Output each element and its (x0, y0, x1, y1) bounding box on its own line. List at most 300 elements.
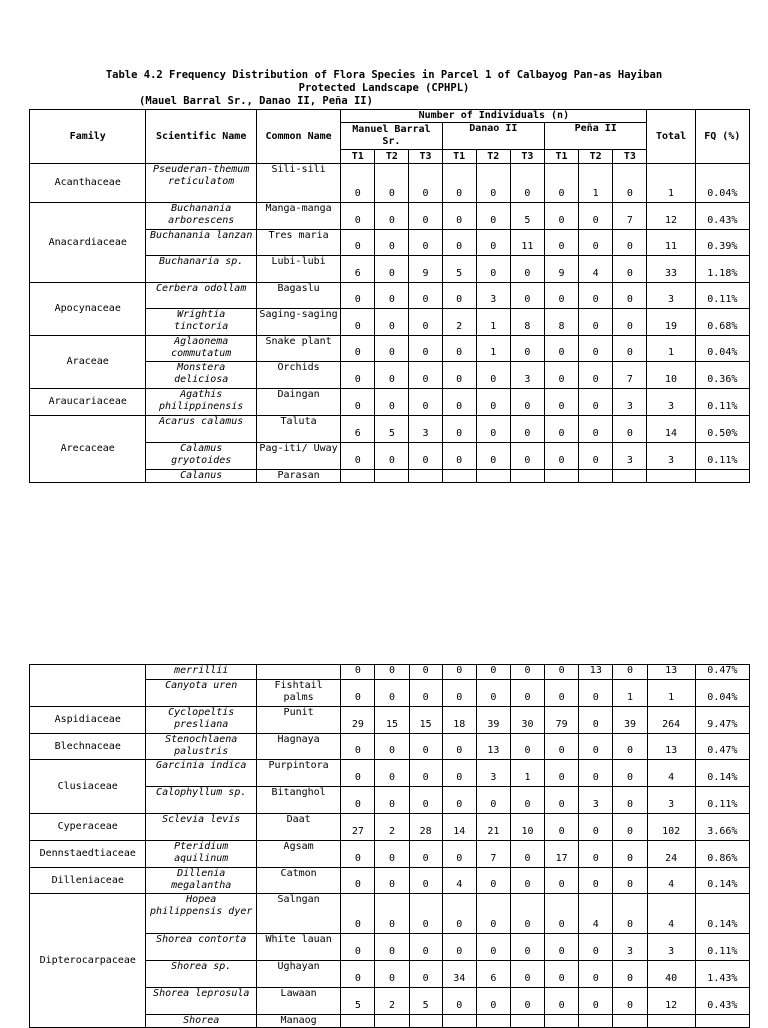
count-cell: 0 (442, 934, 476, 961)
count-cell: 0 (476, 665, 510, 680)
count-cell: 0 (341, 961, 375, 988)
table-row (30, 283, 750, 309)
count-cell: 0 (409, 841, 442, 868)
total-cell: 14 (647, 416, 695, 443)
count-cell: 0 (409, 868, 442, 894)
fq-cell: 0.39% (695, 230, 749, 256)
count-cell: 0 (545, 680, 579, 707)
common-name-cell: Bagaslu (256, 283, 340, 309)
table-row (30, 734, 750, 760)
table-title-line-2: Protected Landscape (CPHPL) (298, 82, 470, 94)
count-cell: 0 (341, 443, 375, 470)
count-cell: 0 (510, 389, 544, 416)
count-cell: 0 (341, 760, 375, 787)
count-cell: 4 (579, 894, 613, 934)
count-cell: 2 (375, 814, 409, 841)
common-name-cell: Taluta (256, 416, 340, 443)
count-cell: 17 (545, 841, 579, 868)
count-cell: 0 (510, 894, 544, 934)
common-name-cell: Lubi-lubi (256, 256, 340, 283)
total-cell: 4 (647, 868, 695, 894)
count-cell: 15 (375, 707, 409, 734)
total-cell: 1 (647, 336, 695, 362)
count-cell: 0 (544, 362, 578, 389)
count-cell: 0 (579, 443, 613, 470)
count-cell: 0 (476, 988, 510, 1015)
count-cell: 0 (579, 734, 613, 760)
count-cell: 0 (545, 760, 579, 787)
count-cell: 5 (409, 988, 442, 1015)
count-cell (510, 1015, 544, 1028)
count-cell: 0 (375, 336, 409, 362)
fq-cell: 0.11% (695, 389, 749, 416)
fq-cell: 0.14% (695, 868, 749, 894)
scientific-name-cell: Aglaonema commutatum (146, 336, 256, 362)
count-cell: 0 (375, 665, 409, 680)
fq-cell: 1.18% (695, 256, 749, 283)
scientific-name-cell: Stenochlaena palustris (146, 734, 256, 760)
count-cell: 0 (510, 336, 544, 362)
scientific-name-cell: Shorea sp. (146, 961, 256, 988)
count-cell: 0 (375, 760, 409, 787)
total-cell: 11 (647, 230, 695, 256)
count-cell: 30 (510, 707, 544, 734)
header-t3: T3 (510, 150, 544, 164)
count-cell: 0 (579, 389, 613, 416)
count-cell: 0 (442, 283, 476, 309)
count-cell: 0 (409, 680, 442, 707)
count-cell: 39 (476, 707, 510, 734)
common-name-cell: Bitanghol (256, 787, 340, 814)
count-cell: 0 (545, 787, 579, 814)
count-cell: 0 (510, 416, 544, 443)
fq-cell: 0.14% (695, 894, 749, 934)
count-cell: 0 (476, 894, 510, 934)
count-cell: 0 (510, 256, 544, 283)
family-cell: Clusiaceae (30, 760, 146, 814)
count-cell: 0 (510, 665, 544, 680)
family-cell: Aspidiaceae (30, 707, 146, 734)
fq-cell: 0.11% (695, 443, 749, 470)
common-name-cell: White lauan (256, 934, 340, 961)
count-cell: 0 (545, 665, 579, 680)
count-cell: 0 (341, 841, 375, 868)
header-t1: T1 (544, 150, 578, 164)
family-cell: Araceae (30, 336, 146, 389)
count-cell: 0 (409, 203, 442, 230)
count-cell: 0 (476, 362, 510, 389)
count-cell: 0 (613, 734, 647, 760)
scientific-name-cell: Calanus (146, 470, 256, 483)
count-cell: 0 (579, 868, 613, 894)
header-t2: T2 (375, 150, 409, 164)
common-name-cell: Snake plant (256, 336, 340, 362)
count-cell: 0 (613, 841, 647, 868)
count-cell: 0 (476, 389, 510, 416)
count-cell (544, 470, 578, 483)
fq-cell: 0.86% (695, 841, 749, 868)
total-cell: 10 (647, 362, 695, 389)
count-cell: 0 (545, 988, 579, 1015)
count-cell: 0 (579, 336, 613, 362)
count-cell: 0 (341, 362, 375, 389)
count-cell: 0 (341, 934, 375, 961)
common-name-cell: Sili-sili (256, 164, 340, 203)
count-cell: 0 (409, 934, 442, 961)
scientific-name-cell: Shorea (146, 1015, 256, 1028)
count-cell: 5 (442, 256, 476, 283)
count-cell: 0 (442, 841, 476, 868)
scientific-name-cell: Shorea leprosula (146, 988, 256, 1015)
common-name-cell: Saging-saging (256, 309, 340, 336)
count-cell: 0 (579, 203, 613, 230)
count-cell: 6 (476, 961, 510, 988)
count-cell: 0 (442, 760, 476, 787)
count-cell: 0 (476, 416, 510, 443)
header-t1: T1 (341, 150, 375, 164)
table-row (30, 164, 750, 203)
count-cell: 0 (545, 734, 579, 760)
count-cell: 0 (579, 230, 613, 256)
count-cell: 0 (613, 894, 647, 934)
fq-cell: 0.43% (695, 203, 749, 230)
count-cell: 0 (442, 230, 476, 256)
scientific-name-cell: Hopea philippensis dyer (146, 894, 256, 934)
count-cell: 0 (375, 934, 409, 961)
count-cell: 0 (442, 680, 476, 707)
count-cell: 0 (476, 230, 510, 256)
count-cell: 0 (341, 665, 375, 680)
count-cell (579, 1015, 613, 1028)
flora-table-part-2 (29, 664, 750, 1028)
scientific-name-cell: Canyota uren (146, 680, 256, 707)
scientific-name-cell: Sclevia levis (146, 814, 256, 841)
count-cell: 0 (375, 961, 409, 988)
count-cell: 0 (613, 416, 647, 443)
count-cell: 0 (442, 443, 476, 470)
family-cell: Blechnaceae (30, 734, 146, 760)
common-name-cell: Manga-manga (256, 203, 340, 230)
count-cell: 0 (409, 961, 442, 988)
count-cell (442, 470, 476, 483)
common-name-cell: Hagnaya (256, 734, 340, 760)
count-cell: 1 (579, 164, 613, 203)
count-cell: 0 (544, 336, 578, 362)
count-cell: 5 (375, 416, 409, 443)
count-cell: 0 (442, 734, 476, 760)
count-cell: 0 (579, 362, 613, 389)
count-cell (375, 1015, 409, 1028)
count-cell: 0 (409, 283, 442, 309)
count-cell: 0 (375, 283, 409, 309)
count-cell (545, 1015, 579, 1028)
count-cell: 27 (341, 814, 375, 841)
total-cell: 33 (647, 256, 695, 283)
total-cell: 4 (647, 894, 695, 934)
scientific-name-cell: Calamus gryotoides (146, 443, 256, 470)
count-cell: 0 (510, 734, 544, 760)
family-cell: Anacardiaceae (30, 203, 146, 283)
count-cell: 0 (409, 389, 442, 416)
count-cell: 0 (375, 203, 409, 230)
count-cell: 0 (442, 203, 476, 230)
count-cell: 8 (544, 309, 578, 336)
header-t1: T1 (442, 150, 476, 164)
count-cell: 0 (409, 362, 442, 389)
count-cell: 0 (544, 283, 578, 309)
count-cell: 0 (579, 841, 613, 868)
count-cell: 1 (476, 336, 510, 362)
fq-cell: 0.43% (695, 988, 749, 1015)
count-cell: 0 (375, 256, 409, 283)
count-cell: 0 (409, 336, 442, 362)
scientific-name-cell: Cerbera odollam (146, 283, 256, 309)
header-family: Family (30, 110, 146, 164)
count-cell: 0 (409, 309, 442, 336)
count-cell: 0 (375, 894, 409, 934)
common-name-cell: Daingan (256, 389, 340, 416)
common-name-cell: Pag-iti/ Uway (256, 443, 340, 470)
count-cell: 0 (375, 868, 409, 894)
count-cell: 0 (409, 734, 442, 760)
count-cell: 0 (442, 164, 476, 203)
fq-cell: 0.36% (695, 362, 749, 389)
count-cell: 0 (579, 416, 613, 443)
total-cell: 12 (647, 988, 695, 1015)
header-site-pena: Peña II (544, 123, 646, 150)
count-cell: 11 (510, 230, 544, 256)
count-cell: 13 (579, 665, 613, 680)
total-cell: 3 (647, 934, 695, 961)
count-cell: 0 (579, 680, 613, 707)
total-cell (647, 1015, 695, 1028)
count-cell: 0 (613, 760, 647, 787)
count-cell: 0 (579, 814, 613, 841)
count-cell: 0 (476, 934, 510, 961)
count-cell: 0 (579, 283, 613, 309)
total-cell: 1 (647, 680, 695, 707)
count-cell: 9 (409, 256, 442, 283)
count-cell: 0 (544, 443, 578, 470)
count-cell: 0 (375, 443, 409, 470)
count-cell: 0 (613, 787, 647, 814)
count-cell: 3 (613, 443, 647, 470)
count-cell: 0 (579, 961, 613, 988)
count-cell: 3 (579, 787, 613, 814)
fq-cell: 0.14% (695, 760, 749, 787)
count-cell: 1 (510, 760, 544, 787)
count-cell: 0 (613, 961, 647, 988)
count-cell (510, 470, 544, 483)
total-cell: 3 (647, 283, 695, 309)
table-row (30, 868, 750, 894)
family-cell: Dipterocarpaceae (30, 894, 146, 1028)
count-cell: 0 (613, 164, 647, 203)
count-cell: 0 (442, 389, 476, 416)
flora-table-part-1 (29, 109, 750, 483)
count-cell: 13 (476, 734, 510, 760)
scientific-name-cell: Garcinia indica (146, 760, 256, 787)
count-cell: 5 (341, 988, 375, 1015)
fq-cell: 0.11% (695, 787, 749, 814)
count-cell (341, 470, 375, 483)
count-cell: 0 (375, 389, 409, 416)
count-cell: 3 (409, 416, 442, 443)
count-cell: 0 (613, 230, 647, 256)
count-cell: 0 (476, 868, 510, 894)
header-scientific-name: Scientific Name (146, 110, 256, 164)
header-t3: T3 (613, 150, 647, 164)
count-cell (476, 1015, 510, 1028)
count-cell: 0 (544, 389, 578, 416)
fq-cell: 1.43% (695, 961, 749, 988)
count-cell (409, 1015, 442, 1028)
count-cell: 2 (442, 309, 476, 336)
count-cell: 0 (510, 961, 544, 988)
fq-cell (695, 470, 749, 483)
header-t2: T2 (476, 150, 510, 164)
count-cell: 0 (341, 336, 375, 362)
count-cell: 0 (341, 894, 375, 934)
table-row (30, 760, 750, 787)
count-cell: 0 (375, 787, 409, 814)
header-number-of-individuals: Number of Individuals (n) (341, 110, 647, 123)
common-name-cell: Fishtail palms (256, 680, 340, 707)
count-cell: 0 (544, 416, 578, 443)
count-cell: 0 (375, 164, 409, 203)
count-cell: 0 (510, 934, 544, 961)
count-cell (613, 470, 647, 483)
count-cell: 0 (375, 309, 409, 336)
common-name-cell: Manaog (256, 1015, 340, 1028)
count-cell: 0 (476, 256, 510, 283)
table-row (30, 707, 750, 734)
count-cell: 0 (341, 164, 375, 203)
total-cell: 24 (647, 841, 695, 868)
count-cell: 28 (409, 814, 442, 841)
family-cell: Arecaceae (30, 416, 146, 483)
count-cell: 0 (341, 787, 375, 814)
count-cell: 0 (510, 164, 544, 203)
count-cell: 0 (579, 760, 613, 787)
count-cell: 0 (442, 336, 476, 362)
count-cell: 0 (613, 665, 647, 680)
common-name-cell: Orchids (256, 362, 340, 389)
count-cell: 0 (579, 309, 613, 336)
fq-cell (695, 1015, 749, 1028)
count-cell: 3 (476, 283, 510, 309)
total-cell: 12 (647, 203, 695, 230)
count-cell (476, 470, 510, 483)
total-cell: 3 (647, 787, 695, 814)
table-title-line-3: (Mauel Barral Sr., Danao II, Peña II) (139, 95, 373, 107)
table-row (30, 389, 750, 416)
count-cell: 0 (442, 362, 476, 389)
count-cell: 0 (579, 988, 613, 1015)
common-name-cell: Salngan (256, 894, 340, 934)
fq-cell: 3.66% (695, 814, 749, 841)
common-name-cell: Parasan (256, 470, 340, 483)
count-cell: 0 (613, 988, 647, 1015)
family-cell (30, 665, 146, 707)
count-cell: 0 (341, 309, 375, 336)
table-row (30, 416, 750, 443)
count-cell: 0 (510, 443, 544, 470)
family-cell: Dilleniaceae (30, 868, 146, 894)
count-cell: 0 (409, 894, 442, 934)
header-t2: T2 (579, 150, 613, 164)
total-cell: 3 (647, 389, 695, 416)
count-cell: 5 (510, 203, 544, 230)
count-cell: 0 (442, 665, 476, 680)
table-row (30, 841, 750, 868)
count-cell: 0 (409, 230, 442, 256)
count-cell: 1 (613, 680, 647, 707)
count-cell: 0 (341, 203, 375, 230)
count-cell: 0 (341, 389, 375, 416)
header-site-manuel-barral: Manuel Barral Sr. (341, 123, 442, 150)
common-name-cell: Lawaan (256, 988, 340, 1015)
total-cell: 13 (647, 734, 695, 760)
total-cell: 264 (647, 707, 695, 734)
family-cell: Acanthaceae (30, 164, 146, 203)
count-cell: 0 (375, 734, 409, 760)
count-cell: 0 (613, 256, 647, 283)
fq-cell: 0.11% (695, 934, 749, 961)
count-cell: 9 (544, 256, 578, 283)
count-cell: 0 (442, 416, 476, 443)
count-cell: 0 (510, 868, 544, 894)
count-cell: 6 (341, 256, 375, 283)
count-cell: 8 (510, 309, 544, 336)
count-cell: 0 (375, 230, 409, 256)
count-cell: 0 (409, 443, 442, 470)
scientific-name-cell: Calophyllum sp. (146, 787, 256, 814)
count-cell: 0 (579, 707, 613, 734)
family-cell: Dennstaedtiaceae (30, 841, 146, 868)
common-name-cell: Catmon (256, 868, 340, 894)
count-cell: 0 (375, 680, 409, 707)
family-cell: Cyperaceae (30, 814, 146, 841)
count-cell: 1 (476, 309, 510, 336)
count-cell: 3 (510, 362, 544, 389)
scientific-name-cell: Pseuderan-themum reticulatom (146, 164, 256, 203)
count-cell: 0 (613, 814, 647, 841)
fq-cell: 0.47% (695, 734, 749, 760)
count-cell: 0 (579, 934, 613, 961)
count-cell: 7 (613, 203, 647, 230)
count-cell: 0 (341, 734, 375, 760)
common-name-cell: Purpintora (256, 760, 340, 787)
scientific-name-cell: Shorea contorta (146, 934, 256, 961)
count-cell: 4 (442, 868, 476, 894)
count-cell: 0 (510, 787, 544, 814)
table-row (30, 814, 750, 841)
count-cell: 0 (613, 868, 647, 894)
common-name-cell: Ughayan (256, 961, 340, 988)
header-site-danao: Danao II (442, 123, 544, 150)
scientific-name-cell: Pteridium aquilinum (146, 841, 256, 868)
count-cell: 0 (409, 164, 442, 203)
count-cell: 0 (442, 787, 476, 814)
header-total: Total (647, 110, 695, 164)
scientific-name-cell: Cyclopeltis presliana (146, 707, 256, 734)
count-cell: 2 (375, 988, 409, 1015)
count-cell: 0 (341, 868, 375, 894)
family-cell: Apocynaceae (30, 283, 146, 336)
count-cell: 0 (613, 283, 647, 309)
table-row (30, 665, 750, 680)
